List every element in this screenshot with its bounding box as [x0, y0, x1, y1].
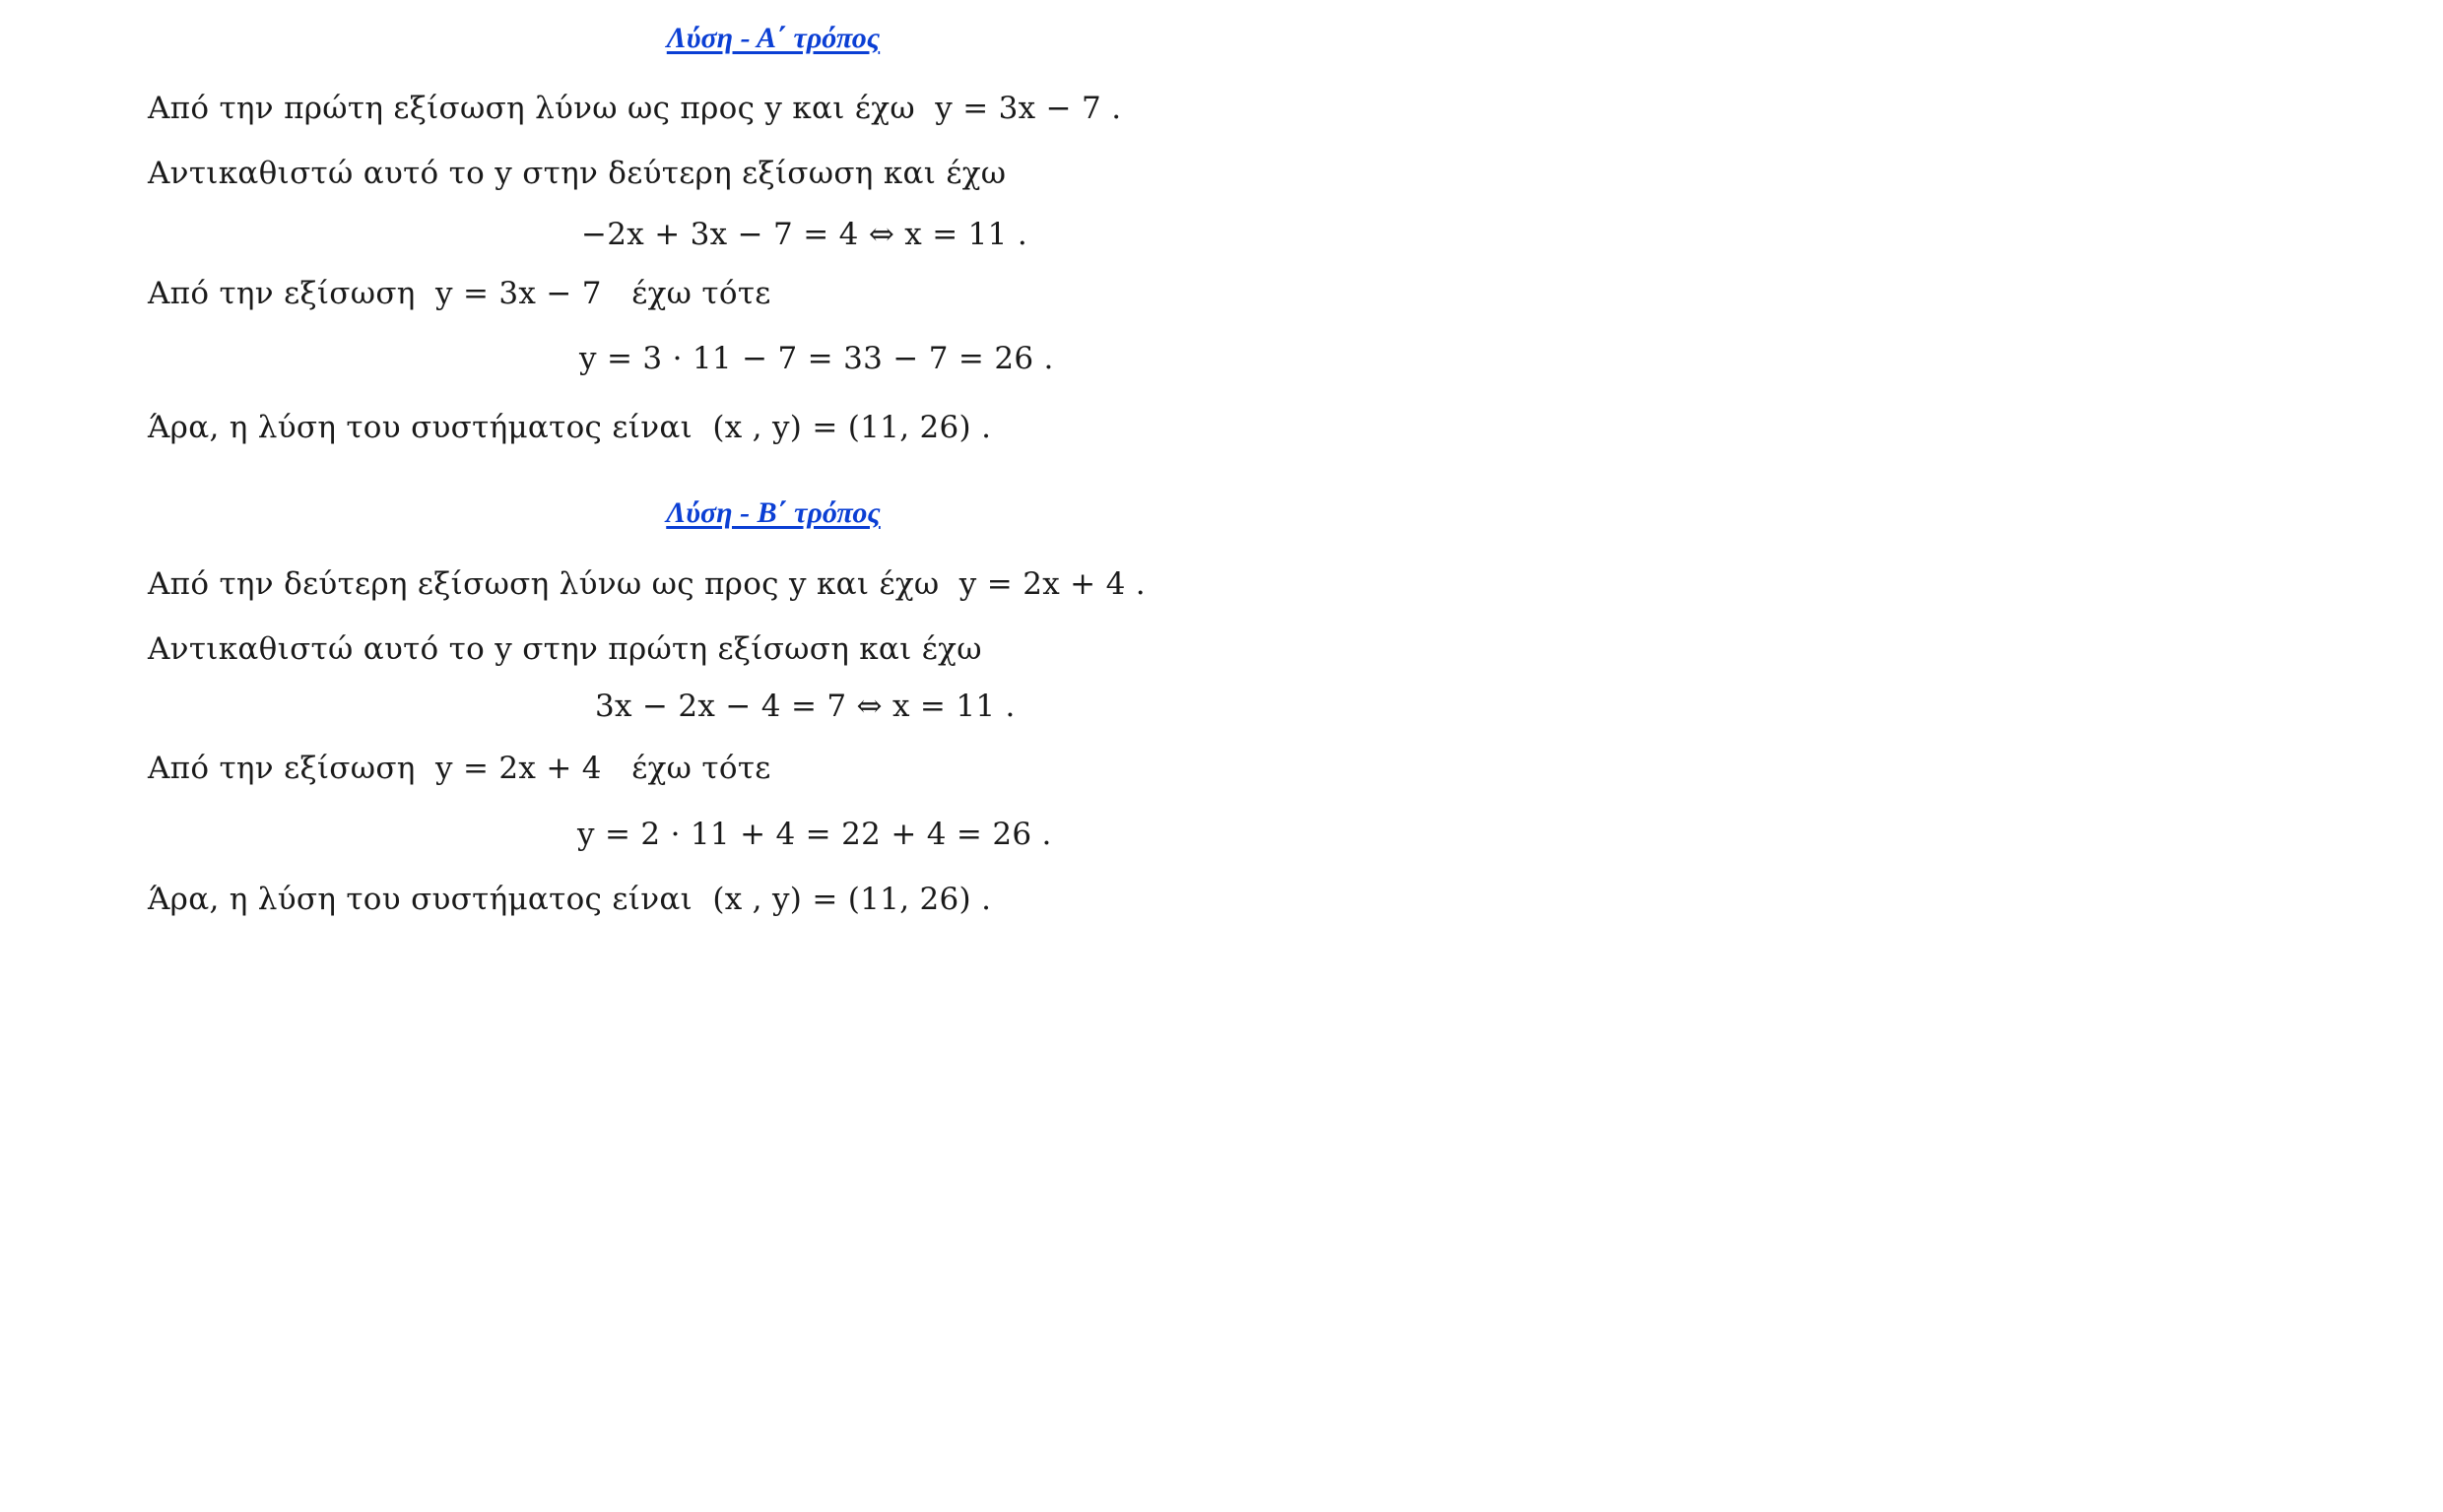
section-a-step-2: Αντικαθιστώ αυτό το y στην δεύτερη εξίσωση και έχω — [148, 156, 1007, 191]
section-b-equation-1: 3x − 2x − 4 = 7 ⇔ x = 11 . — [595, 689, 1016, 724]
section-a-step-1: Από την πρώτη εξίσωση λύνω ως προς y και έχω y = 3x − 7 . — [148, 91, 1122, 126]
section-b-equation-2: y = 2 · 11 + 4 = 22 + 4 = 26 . — [577, 817, 1052, 852]
section-b-step-2: Αντικαθιστώ αυτό το y στην πρώτη εξίσωση και έχω — [148, 631, 982, 667]
section-a-equation-2: y = 3 · 11 − 7 = 33 − 7 = 26 . — [579, 341, 1054, 376]
section-a-equation-1: −2x + 3x − 7 = 4 ⇔ x = 11 . — [581, 217, 1027, 252]
section-b-step-1: Από την δεύτερη εξίσωση λύνω ως προς y και έχω y = 2x + 4 . — [148, 566, 1146, 602]
section-a-step-3: Από την εξίσωση y = 3x − 7 έχω τότε — [148, 276, 771, 311]
section-a-heading: Λύση - Α΄ τρόπος — [666, 22, 881, 54]
section-a-conclusion: Άρα, η λύση του συστήματος είναι (x , y) = (11, 26) . — [148, 410, 992, 445]
section-b-heading: Λύση - Β΄ τρόπος — [666, 496, 881, 529]
section-b-conclusion: Άρα, η λύση του συστήματος είναι (x , y) = (11, 26) . — [148, 882, 992, 917]
section-b-step-3: Από την εξίσωση y = 2x + 4 έχω τότε — [148, 751, 771, 786]
